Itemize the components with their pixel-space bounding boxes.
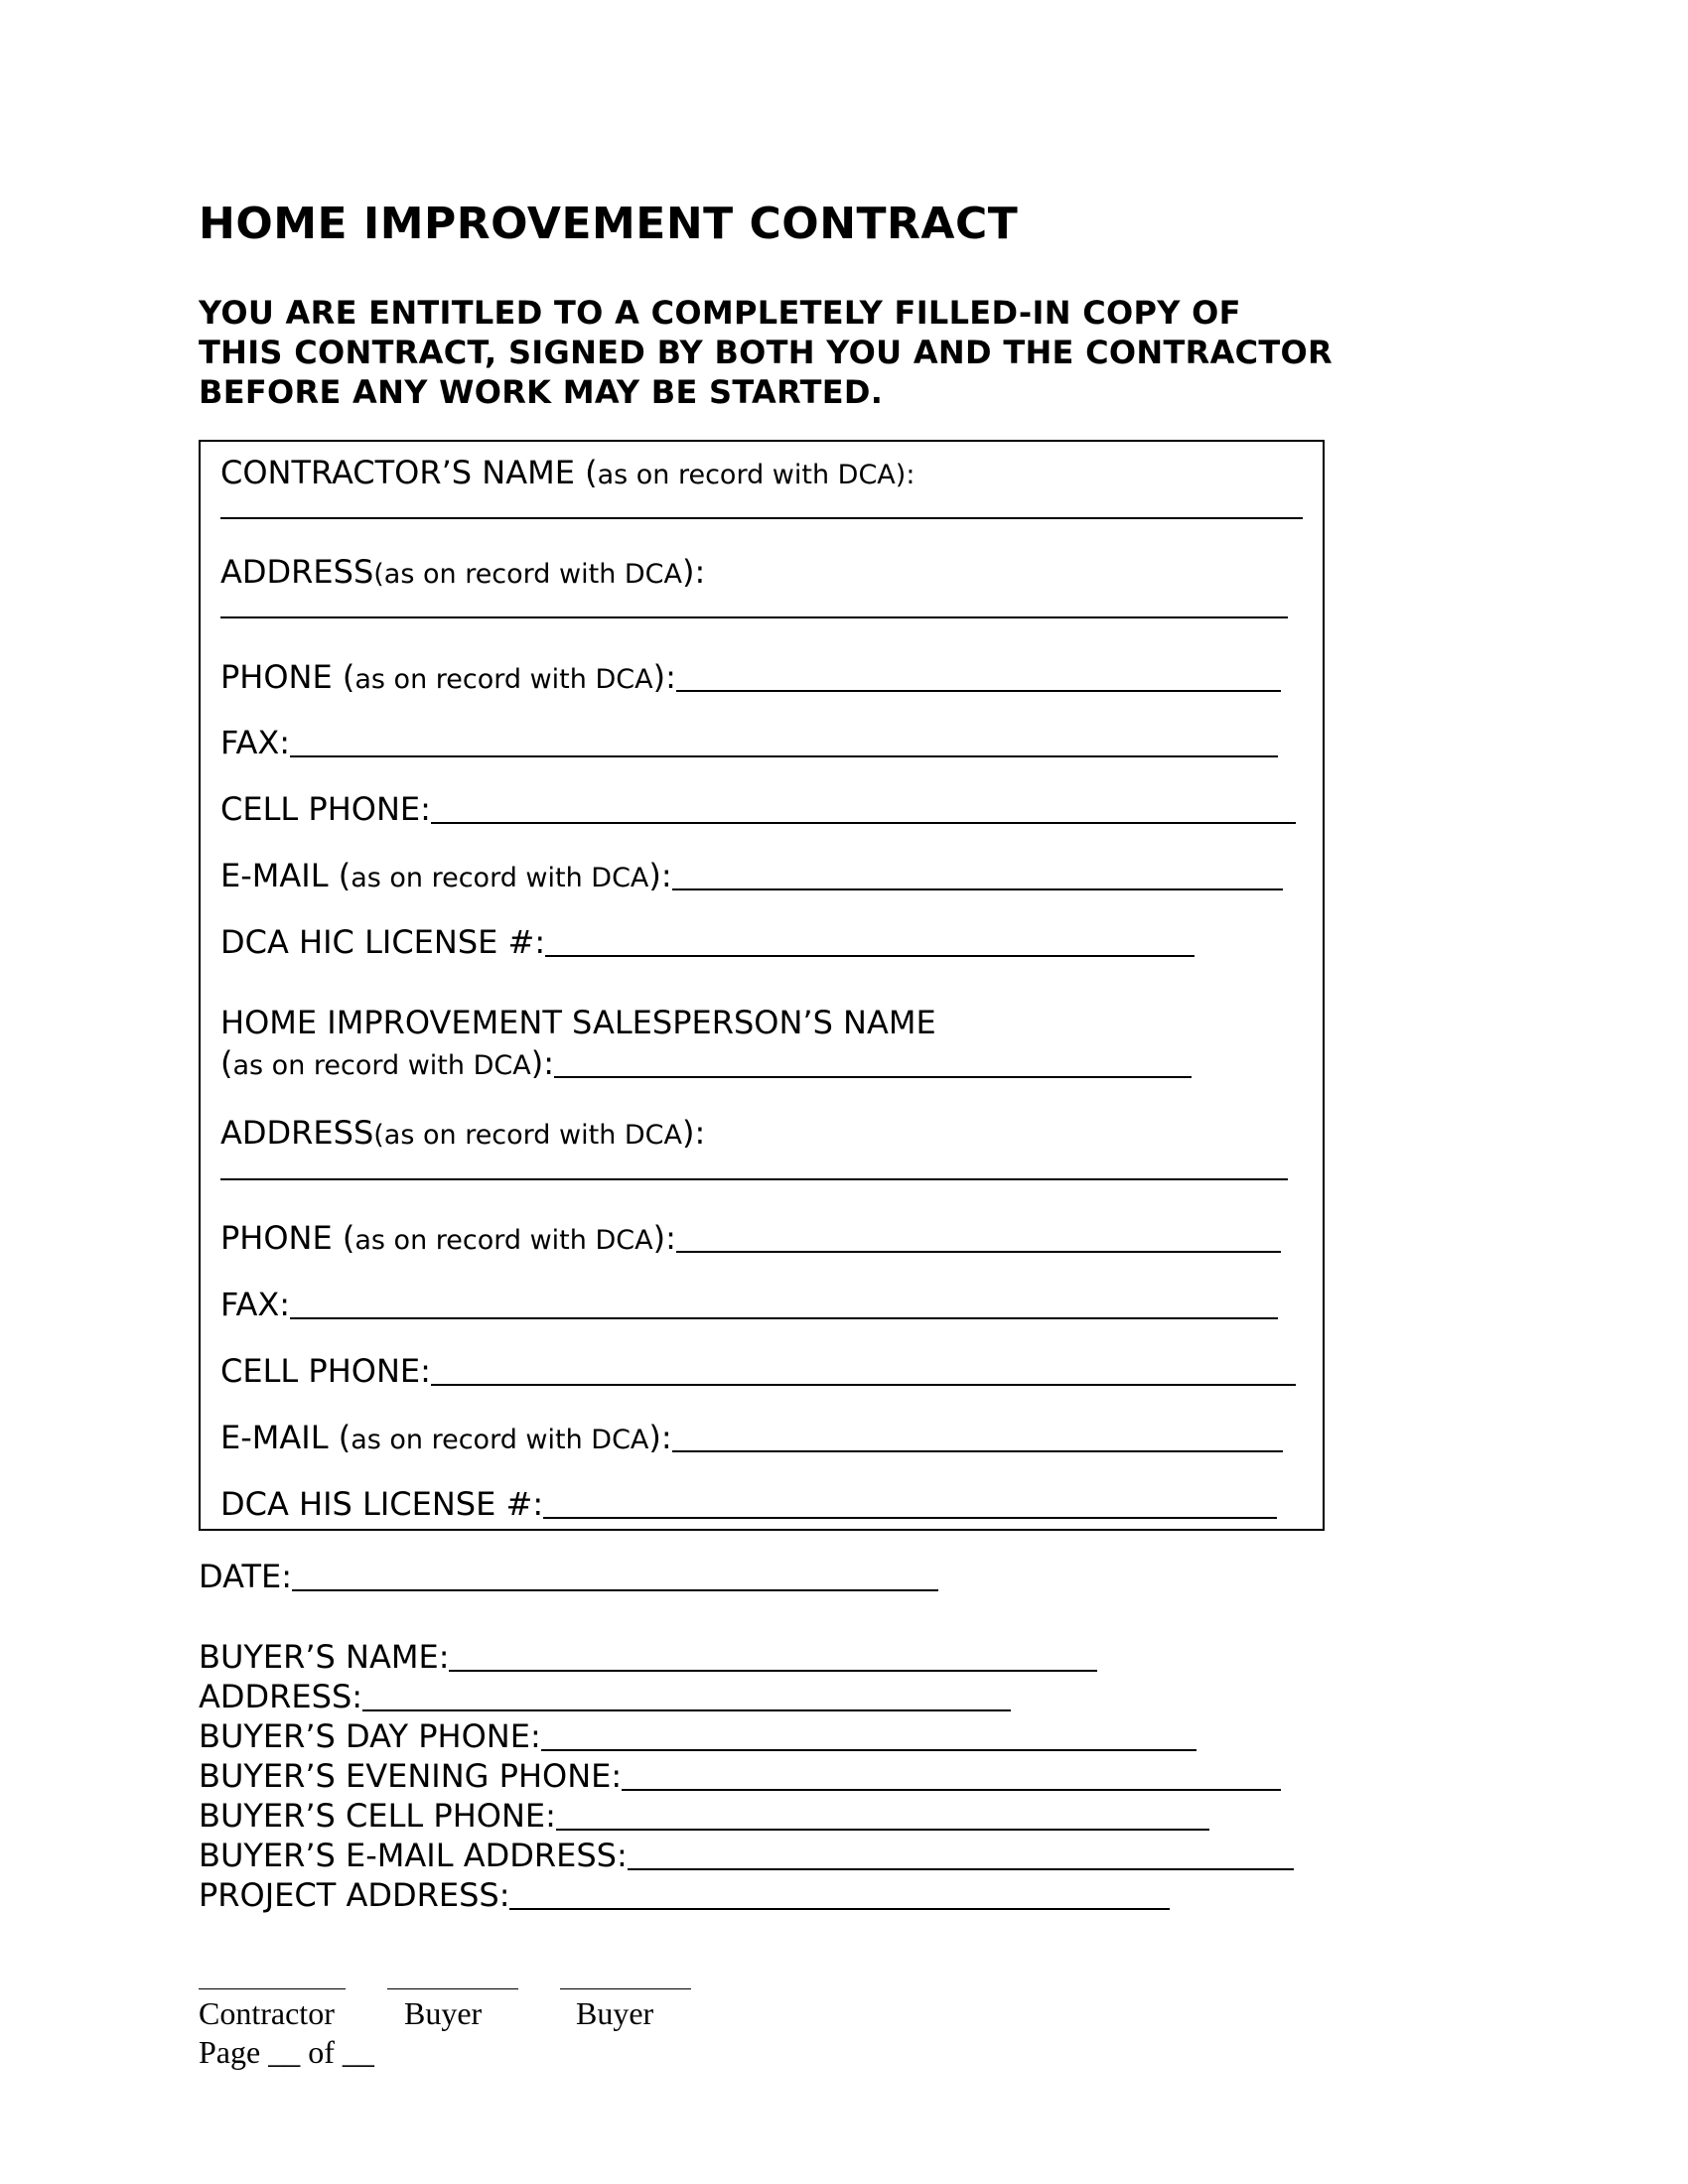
notice-text (199, 293, 1489, 412)
buyer2-initial-line[interactable] (560, 1988, 691, 1989)
buyer-cell-phone-label: BUYER’S CELL PHONE: (199, 1797, 556, 1835)
salesperson-email-input-line[interactable] (672, 1449, 1283, 1452)
contractor-name-note: as on record with DCA (597, 460, 896, 490)
buyer-evening-phone-field (199, 1757, 1281, 1795)
buyer1-initial-line[interactable] (387, 1988, 518, 1989)
date-label: DATE: (199, 1558, 293, 1595)
buyer-email-field (199, 1837, 1294, 1874)
salesperson-name-input-line[interactable] (554, 1075, 1192, 1078)
salesperson-phone-label: PHONE ( (220, 1219, 355, 1257)
contractor-name-close: ): (895, 460, 915, 490)
contractor-license-label: DCA HIC LICENSE #: (220, 923, 546, 961)
notice-line-1: YOU ARE ENTITLED TO A COMPLETELY FILLED-IN COPY OF (199, 294, 1241, 332)
contractor-fax-field (220, 724, 1278, 761)
buyer-evening-phone-input-line[interactable] (622, 1788, 1281, 1791)
project-address-input-line[interactable] (509, 1907, 1170, 1910)
salesperson-cell-field (220, 1352, 1296, 1390)
salesperson-address-label: ADDRESS (220, 1114, 374, 1152)
buyer-cell-phone-field (199, 1797, 1209, 1835)
salesperson-license-input-line[interactable] (543, 1516, 1277, 1519)
salesperson-name-note: as on record with DCA (232, 1050, 531, 1081)
salesperson-name-label: HOME IMPROVEMENT SALESPERSON’S NAME (220, 1004, 936, 1041)
buyer-name-field (199, 1638, 1097, 1676)
contractor-address-note: (as on record with DCA (373, 559, 683, 590)
contractor-phone-input-line[interactable] (676, 689, 1281, 692)
salesperson-phone-close: ): (652, 1219, 676, 1257)
contractor-name-field (220, 454, 914, 491)
buyer-address-input-line[interactable] (362, 1708, 1011, 1711)
salesperson-phone-input-line[interactable] (676, 1250, 1281, 1253)
contractor-email-close: ): (648, 857, 672, 894)
salesperson-email-close: ): (648, 1419, 672, 1456)
notice-line-3: BEFORE ANY WORK MAY BE STARTED. (199, 373, 884, 411)
project-address-label: PROJECT ADDRESS: (199, 1876, 510, 1914)
buyer-email-input-line[interactable] (628, 1867, 1294, 1870)
buyer-day-phone-label: BUYER’S DAY PHONE: (199, 1717, 541, 1755)
buyer-day-phone-input-line[interactable] (541, 1748, 1196, 1751)
salesperson-fax-label: FAX: (220, 1286, 291, 1323)
contractor-name-input-line[interactable] (220, 517, 1303, 519)
date-field (199, 1558, 938, 1595)
contractor-initial-line[interactable] (199, 1988, 346, 1989)
contractor-cell-input-line[interactable] (431, 821, 1296, 824)
salesperson-email-field (220, 1419, 1283, 1456)
salesperson-fax-field (220, 1286, 1278, 1323)
contractor-address-field (220, 553, 705, 591)
buyer-cell-phone-input-line[interactable] (556, 1828, 1209, 1831)
salesperson-name-close: ): (530, 1044, 554, 1082)
contractor-fax-label: FAX: (220, 724, 291, 761)
contractor-phone-label: PHONE ( (220, 658, 355, 696)
contractor-info-box (199, 440, 1325, 1531)
buyer-address-field (199, 1678, 1011, 1715)
salesperson-license-label: DCA HIS LICENSE #: (220, 1485, 544, 1523)
buyer1-initial-label: Buyer (404, 1995, 483, 2031)
salesperson-address-note: (as on record with DCA (373, 1120, 683, 1151)
buyer-name-label: BUYER’S NAME: (199, 1638, 450, 1676)
buyer2-initial-label: Buyer (576, 1995, 654, 2031)
buyer-address-label: ADDRESS: (199, 1678, 363, 1715)
contractor-fax-input-line[interactable] (290, 754, 1278, 757)
contractor-email-field (220, 857, 1283, 894)
buyer-name-input-line[interactable] (449, 1669, 1097, 1672)
salesperson-email-note: as on record with DCA (351, 1425, 649, 1455)
salesperson-address-close: ): (682, 1114, 706, 1152)
contractor-name-label: CONTRACTOR’S NAME ( (220, 454, 598, 491)
project-address-field (199, 1876, 1170, 1914)
salesperson-address-field (220, 1114, 705, 1152)
salesperson-name-note-field (220, 1044, 1192, 1082)
document-title: HOME IMPROVEMENT CONTRACT (199, 199, 1019, 249)
salesperson-address-input-line[interactable] (220, 1178, 1288, 1180)
contractor-email-note: as on record with DCA (351, 863, 649, 893)
salesperson-phone-note: as on record with DCA (354, 1225, 653, 1256)
contractor-phone-note: as on record with DCA (354, 664, 653, 695)
salesperson-fax-input-line[interactable] (290, 1316, 1278, 1319)
salesperson-name-field (220, 1004, 936, 1041)
buyer-day-phone-field (199, 1717, 1196, 1755)
contractor-phone-close: ): (652, 658, 676, 696)
contractor-address-input-line[interactable] (220, 616, 1288, 618)
salesperson-license-field (220, 1485, 1277, 1523)
contractor-email-label: E-MAIL ( (220, 857, 352, 894)
salesperson-email-label: E-MAIL ( (220, 1419, 352, 1456)
salesperson-cell-label: CELL PHONE: (220, 1352, 431, 1390)
contractor-license-input-line[interactable] (545, 954, 1195, 957)
buyer-email-label: BUYER’S E-MAIL ADDRESS: (199, 1837, 628, 1874)
contractor-phone-field (220, 658, 1281, 696)
salesperson-cell-input-line[interactable] (431, 1383, 1296, 1386)
page-number: Page __ of __ (199, 2034, 374, 2070)
contractor-cell-field (220, 790, 1296, 828)
contractor-cell-label: CELL PHONE: (220, 790, 431, 828)
date-input-line[interactable] (292, 1588, 938, 1591)
contractor-address-close: ): (682, 553, 706, 591)
contractor-email-input-line[interactable] (672, 887, 1283, 890)
buyer-evening-phone-label: BUYER’S EVENING PHONE: (199, 1757, 623, 1795)
notice-line-2: THIS CONTRACT, SIGNED BY BOTH YOU AND THE CONTRACTOR (199, 334, 1333, 371)
contractor-initial-label: Contractor (199, 1995, 335, 2031)
salesperson-name-note-open: ( (220, 1044, 233, 1082)
salesperson-phone-field (220, 1219, 1281, 1257)
contractor-address-label: ADDRESS (220, 553, 374, 591)
contractor-license-field (220, 923, 1195, 961)
